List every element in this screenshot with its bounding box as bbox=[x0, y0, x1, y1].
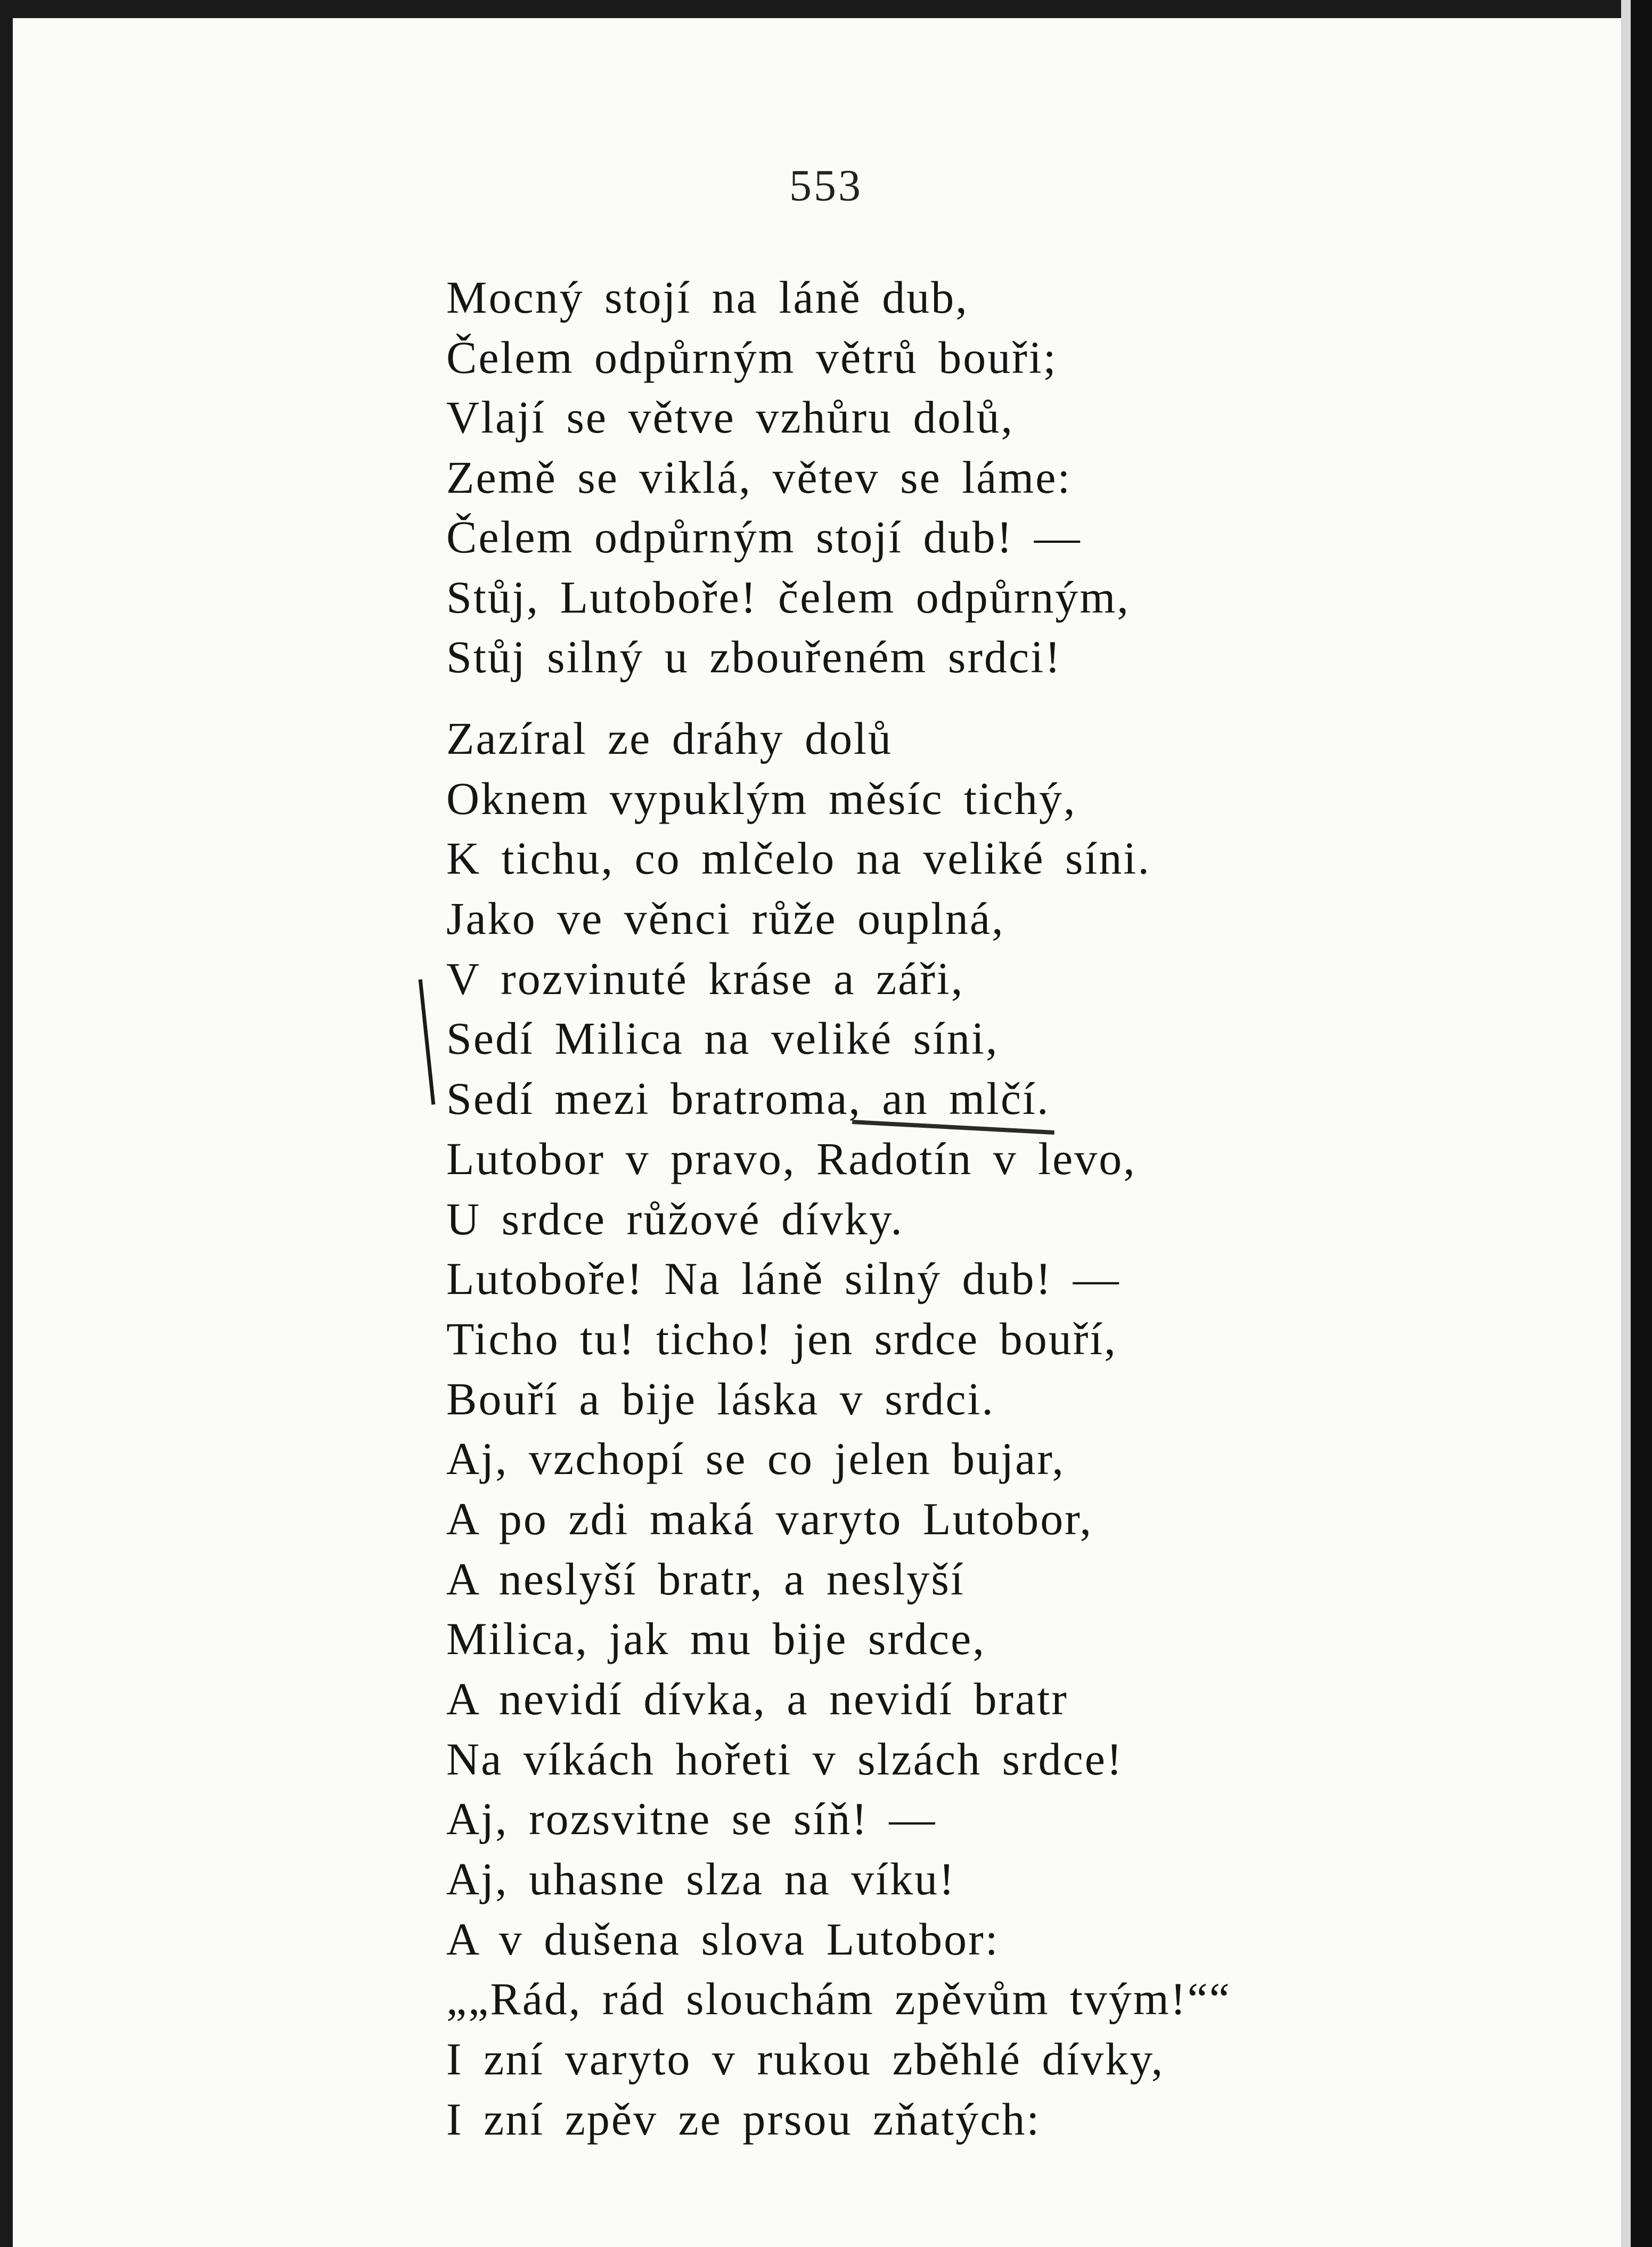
verse-line: Na víkách hořeti v slzách srdce! bbox=[446, 1733, 1124, 1785]
verse-line: U srdce růžové dívky. bbox=[446, 1193, 904, 1244]
verse-line: Lutoboře! Na láně silný dub! — bbox=[446, 1253, 1121, 1305]
page-number: 553 bbox=[789, 161, 863, 210]
verse-line: I zní zpěv ze prsou zňatých: bbox=[446, 2093, 1041, 2145]
verse-line: Bouří a bije láska v srdci. bbox=[446, 1373, 995, 1424]
verse-line: Lutobor v pravo, Radotín v levo, bbox=[446, 1133, 1136, 1184]
verse-line: „„Rád, rád slouchám zpěvům tvým!““ bbox=[446, 1973, 1231, 2025]
verse-line: Milica, jak mu bije srdce, bbox=[446, 1613, 986, 1665]
verse-line: A nevidí dívka, a nevidí bratr bbox=[446, 1673, 1068, 1724]
verse-line: Mocný stojí na láně dub, bbox=[446, 272, 969, 323]
scan-right-border bbox=[1631, 0, 1652, 2247]
verse-line: A neslyší bratr, a neslyší bbox=[446, 1553, 965, 1605]
verse-line: Aj, uhasne slza na víku! bbox=[446, 1853, 956, 1905]
verse-line: Aj, vzchopí se co jelen bujar, bbox=[446, 1433, 1065, 1485]
verse-line: Stůj silný u zbouřeném srdci! bbox=[446, 631, 1062, 682]
verse-line: A po zdi maká varyto Lutobor, bbox=[446, 1493, 1093, 1544]
verse-line: Čelem odpůrným stojí dub! — bbox=[446, 511, 1082, 563]
page-edge-shadow bbox=[1621, 0, 1631, 2247]
scan-top-border bbox=[0, 0, 1652, 18]
verse-line: Aj, rozsvitne se síň! — bbox=[446, 1793, 937, 1845]
verse-line: Sedí Milica na veliké síni, bbox=[446, 1013, 999, 1064]
verse-line: V rozvinuté kráse a záři, bbox=[446, 952, 964, 1004]
stanza-1 bbox=[446, 267, 1130, 687]
verse-line: I zní varyto v rukou zběhlé dívky, bbox=[446, 2033, 1165, 2085]
verse-line: Zazíral ze dráhy dolů bbox=[446, 713, 893, 764]
verse-line: Vlají se větve vzhůru dolů, bbox=[446, 392, 1015, 443]
verse-line: Ticho tu! ticho! jen srdce bouří, bbox=[446, 1313, 1117, 1364]
verse-line: Stůj, Lutoboře! čelem odpůrným, bbox=[446, 571, 1130, 623]
verse-line: Země se viklá, větev se láme: bbox=[446, 451, 1072, 503]
verse-line: Oknem vypuklým měsíc tichý, bbox=[446, 772, 1077, 824]
verse-line: A v dušena slova Lutobor: bbox=[446, 1913, 1000, 1965]
verse-line: Jako ve věnci růže ouplná, bbox=[446, 893, 1005, 945]
scan-left-border bbox=[0, 0, 13, 2247]
stanza-2 bbox=[446, 709, 1231, 2150]
verse-line: K tichu, co mlčelo na veliké síni. bbox=[446, 833, 1151, 884]
verse-line: Sedí mezi bratroma, an mlčí. bbox=[446, 1073, 1050, 1125]
verse-line: Čelem odpůrným větrů bouři; bbox=[446, 331, 1058, 383]
